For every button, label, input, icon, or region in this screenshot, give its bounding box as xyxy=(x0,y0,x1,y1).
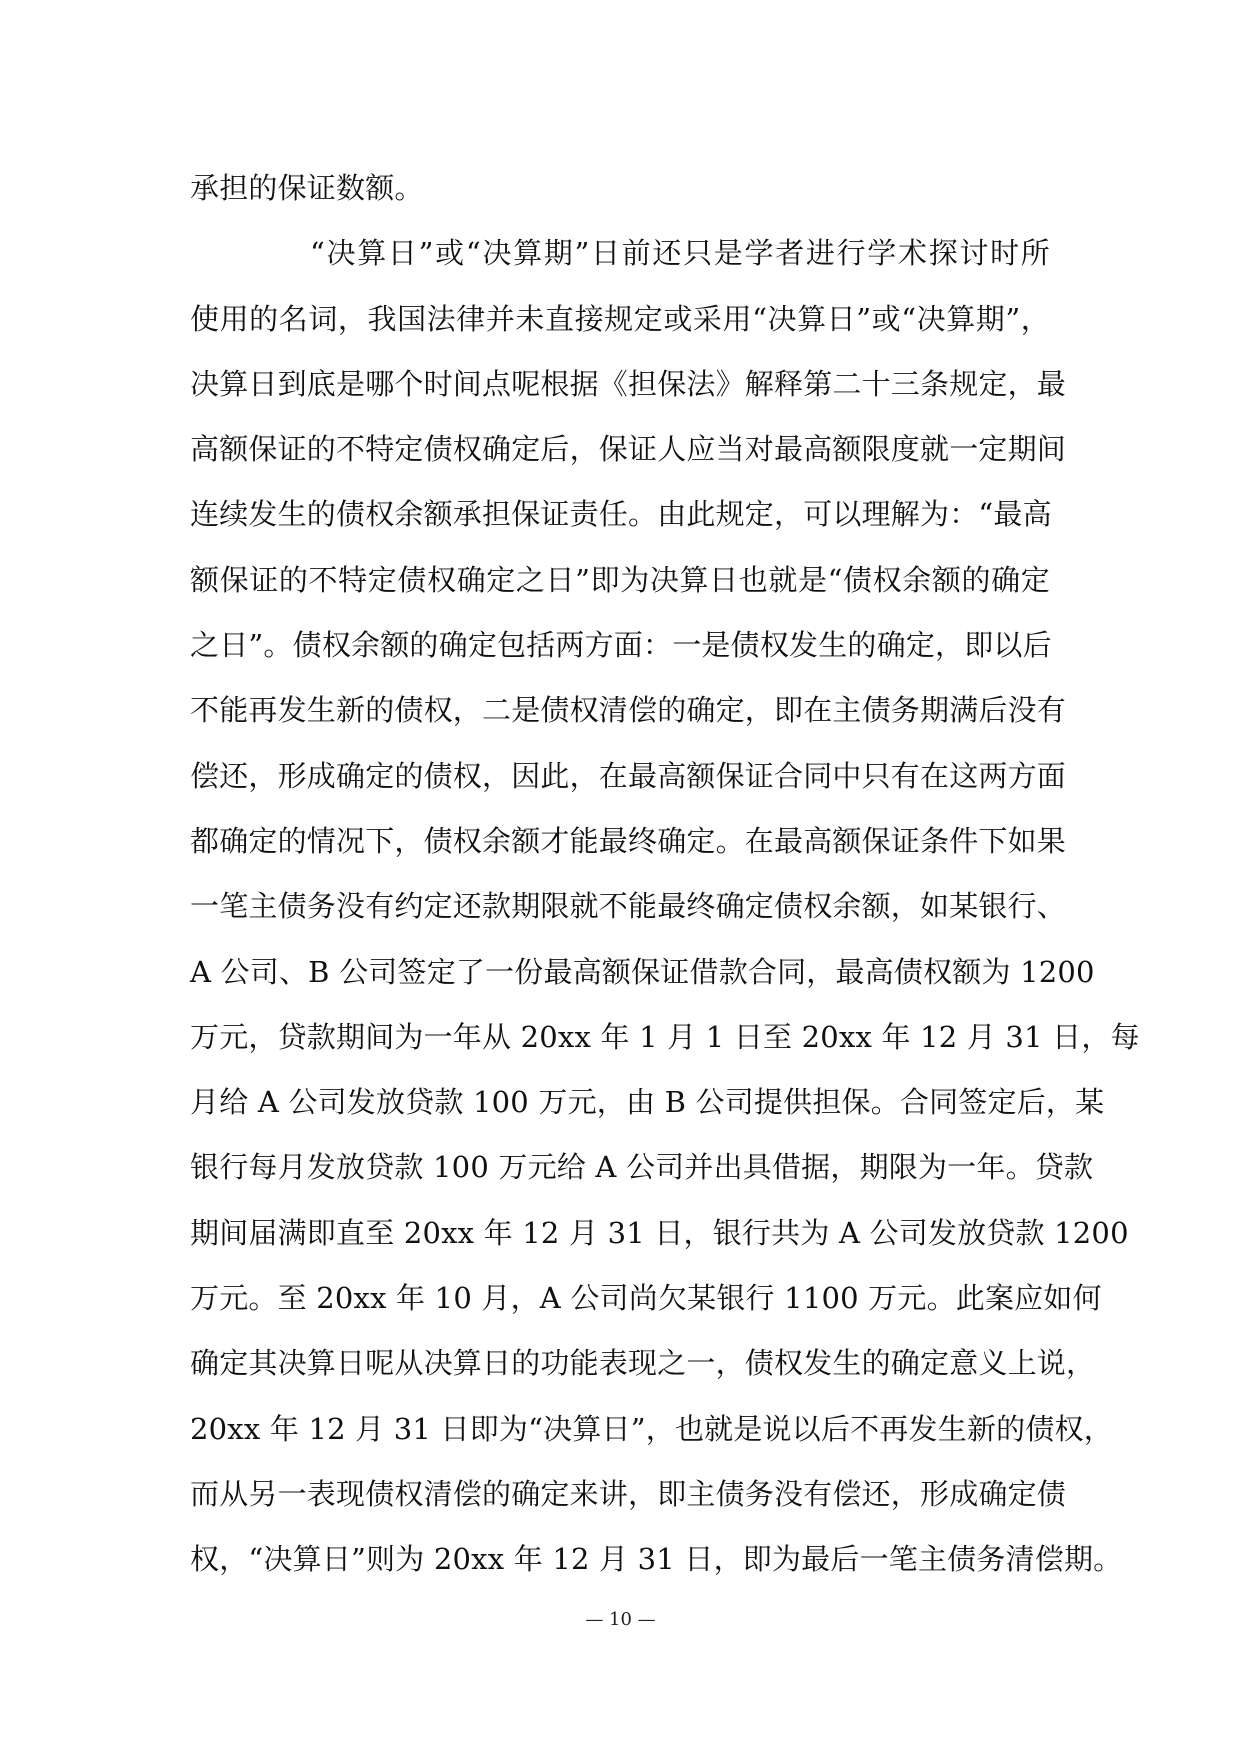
text-line: 而从另一表现债权清偿的确定来讲，即主债务没有偿还，形成确定债 xyxy=(190,1476,1067,1511)
text-line: “决算日”或“决算期”日前还只是学者进行学术探讨时所 xyxy=(310,236,1050,271)
text-line: 20xx 年 12 月 31 日即为“决算日”，也就是说以后不再发生新的债权， xyxy=(190,1411,1113,1446)
body-text xyxy=(190,156,1140,1593)
text-line: 银行每月发放贷款 100 万元给 A 公司并出具借据，期限为一年。贷款 xyxy=(190,1150,1094,1185)
page-number: — 10 — xyxy=(585,1609,656,1630)
text-line: 万元，贷款期间为一年从 20xx 年 1 月 1 日至 20xx 年 12 月 31 日，每 xyxy=(190,1019,1140,1054)
text-line: 万元。至 20xx 年 10 月，A 公司尚欠某银行 1100 万元。此案应如何 xyxy=(190,1281,1102,1316)
text-line: 之日”。债权余额的确定包括两方面：一是债权发生的确定，即以后 xyxy=(190,628,1052,663)
text-line: 不能再发生新的债权，二是债权清偿的确定，即在主债务期满后没有 xyxy=(190,693,1067,728)
text-line: 确定其决算日呢从决算日的功能表现之一，债权发生的确定意义上说， xyxy=(190,1346,1096,1381)
text-line: 高额保证的不特定债权确定后，保证人应当对最高额限度就一定期间 xyxy=(190,432,1067,467)
text-line: 决算日到底是哪个时间点呢根据《担保法》解释第二十三条规定，最 xyxy=(190,366,1067,401)
text-line: 权，“决算日”则为 20xx 年 12 月 31 日，即为最后一笔主债务清偿期。 xyxy=(190,1542,1123,1577)
text-line: 使用的名词，我国法律并未直接规定或采用“决算日”或“决算期”， xyxy=(190,301,1050,336)
text-line: 期间届满即直至 20xx 年 12 月 31 日，银行共为 A 公司发放贷款 1200 xyxy=(190,1215,1129,1250)
text-line: 偿还，形成确定的债权，因此，在最高额保证合同中只有在这两方面 xyxy=(190,758,1067,793)
text-line: 连续发生的债权余额承担保证责任。由此规定，可以理解为：“最高 xyxy=(190,497,1052,532)
text-line: 月给 A 公司发放贷款 100 万元，由 B 公司提供担保。合同签定后，某 xyxy=(190,1085,1105,1120)
text-line: 额保证的不特定债权确定之日”即为决算日也就是“债权余额的确定 xyxy=(190,562,1050,597)
text-line: 都确定的情况下，债权余额才能最终确定。在最高额保证条件下如果 xyxy=(190,823,1067,858)
text-line: 承担的保证数额。 xyxy=(190,171,424,205)
text-line: A 公司、B 公司签定了一份最高额保证借款合同，最高债权额为 1200 xyxy=(190,954,1095,989)
text-line: 一笔主债务没有约定还款期限就不能最终确定债权余额，如某银行、 xyxy=(190,889,1067,924)
